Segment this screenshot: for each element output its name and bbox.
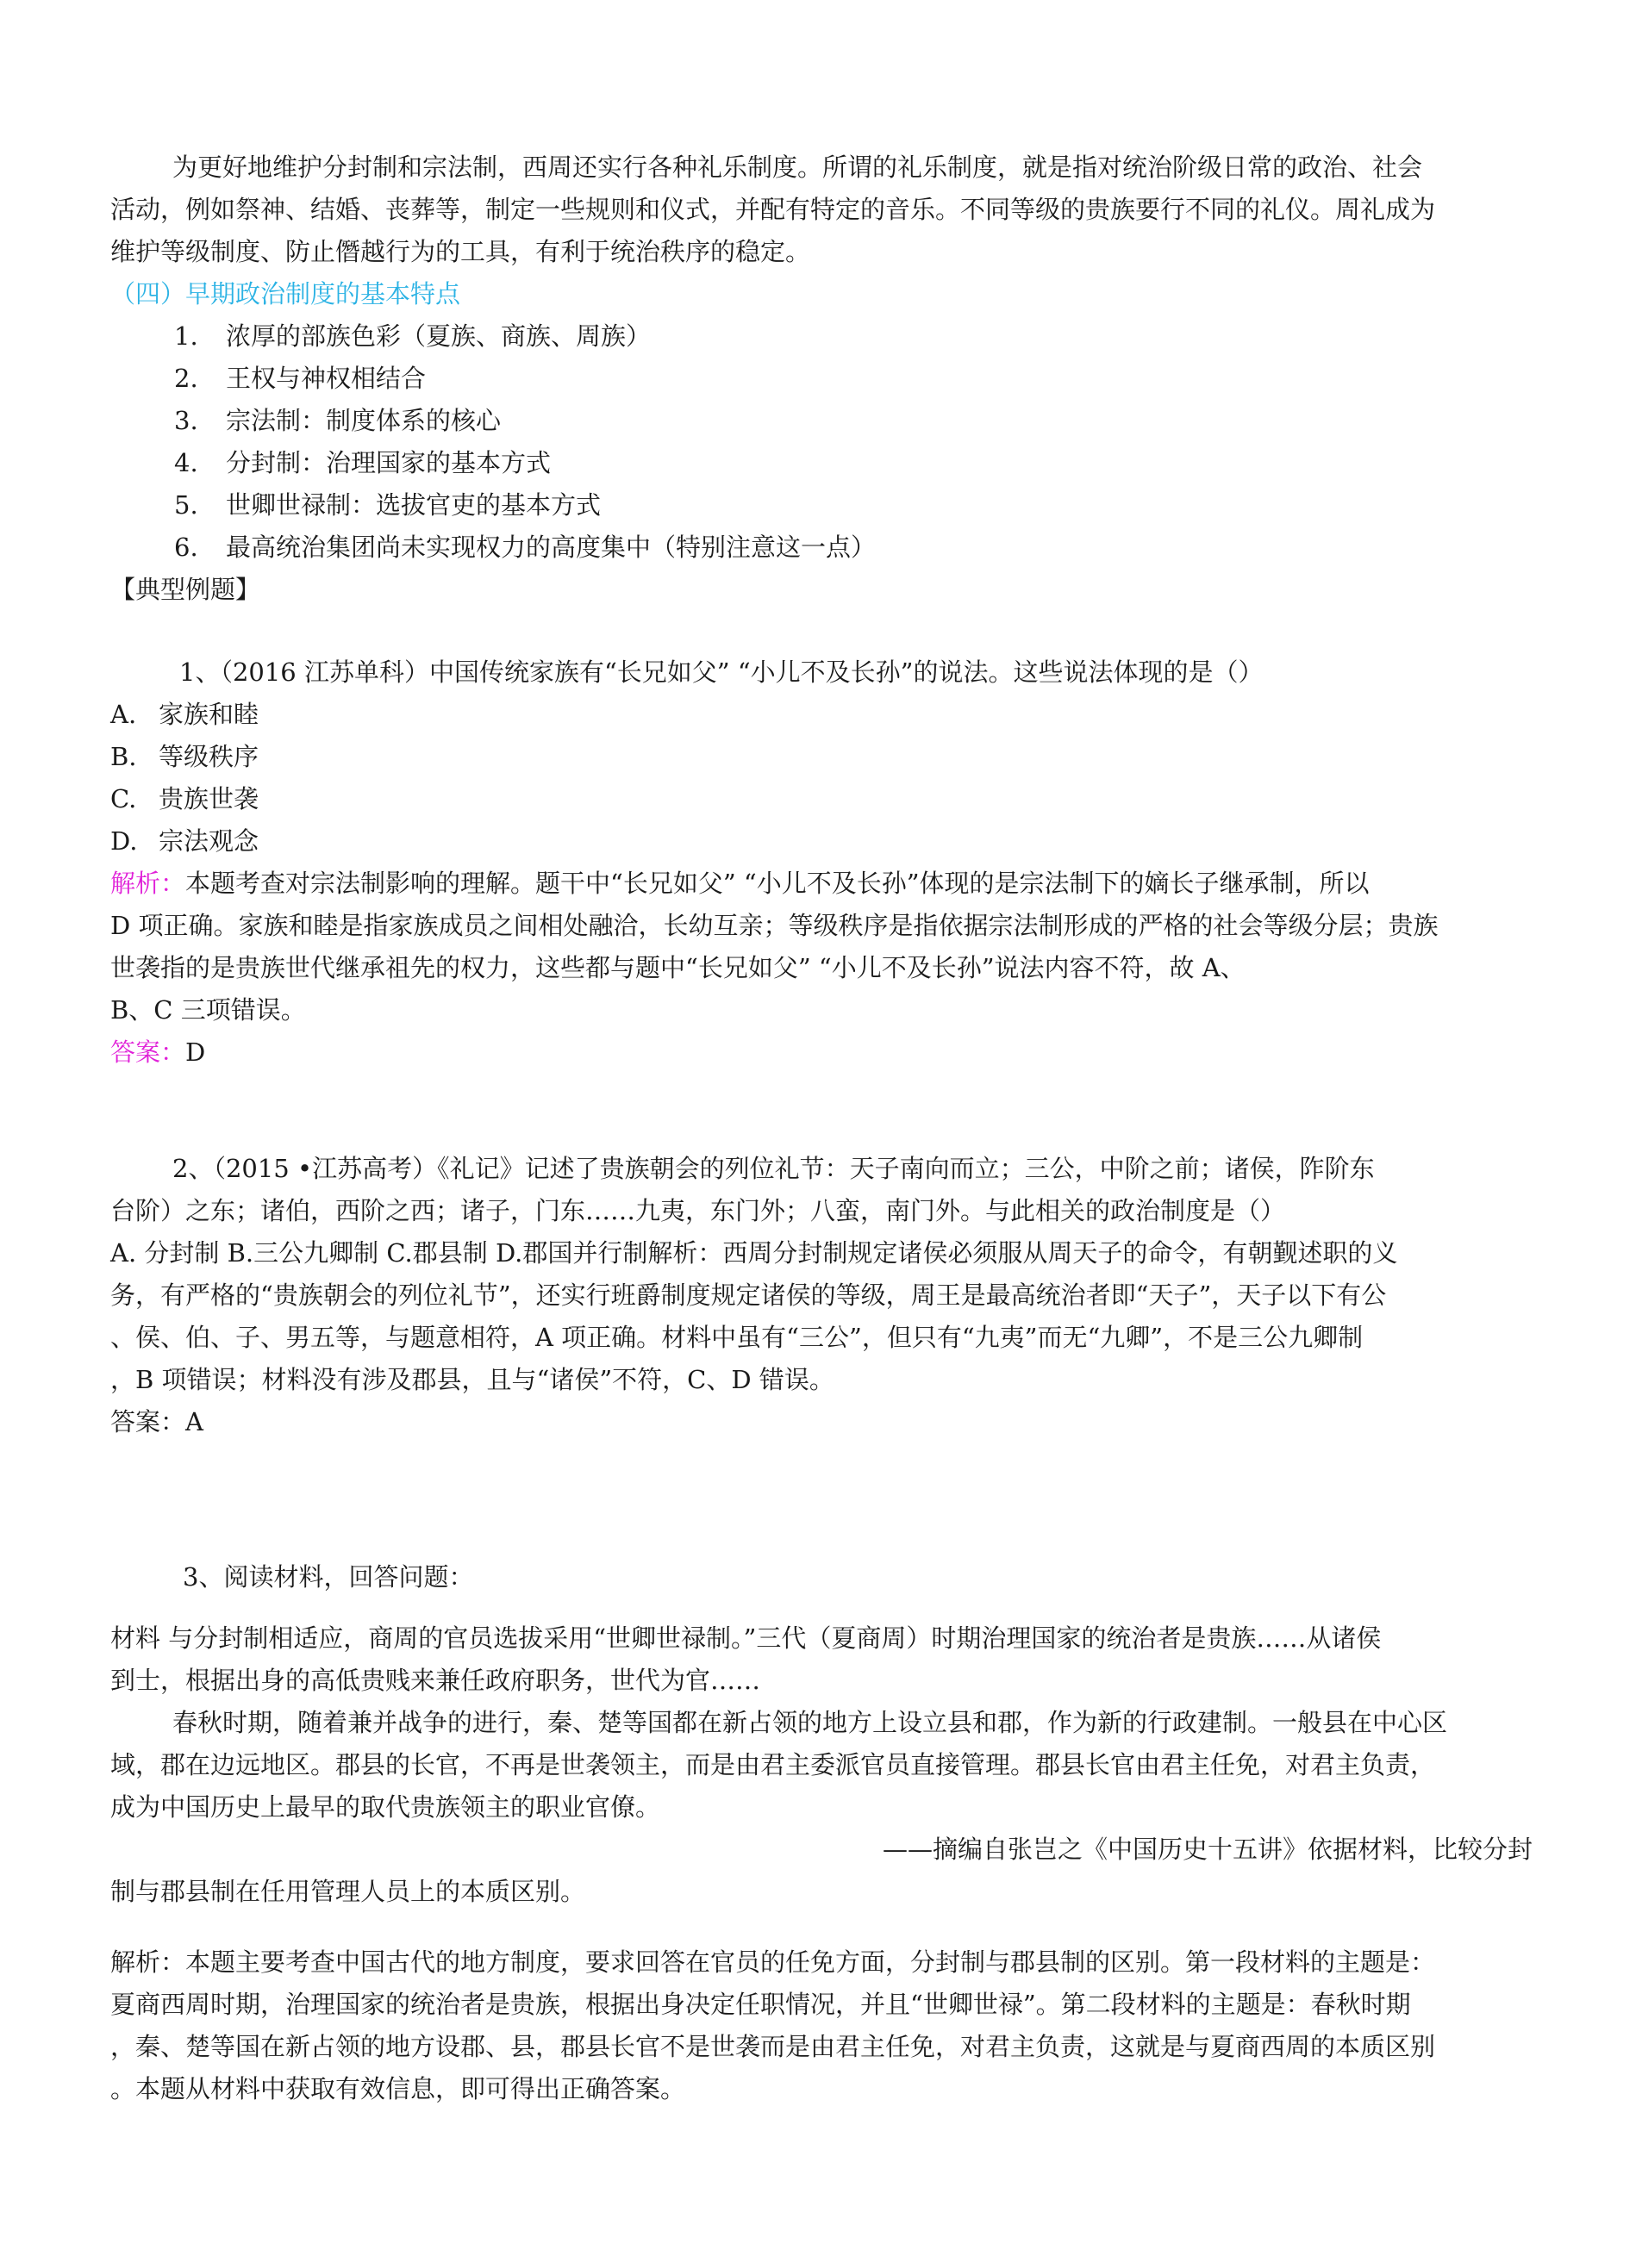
option-d — [110, 820, 1533, 863]
list-item — [110, 442, 1533, 484]
list-number: 6. — [174, 533, 198, 562]
list-item — [110, 400, 1533, 442]
option-letter: C. — [110, 784, 137, 813]
list-number: 3. — [174, 406, 198, 435]
list-text: 最高统治集团尚未实现权力的高度集中（特别注意这一点） — [226, 533, 877, 562]
option-text: 家族和睦 — [159, 700, 259, 729]
answer-label: 答案： — [110, 1037, 186, 1067]
option-letter: B. — [110, 742, 137, 771]
question-tail: 制与郡县制在任用管理人员上的本质区别。 — [110, 1877, 586, 1906]
question-line: 、侯、伯、子、男五等，与题意相符，A 项正确。材料中虽有“三公”，但只有“九夷”而无“九卿”，不是三公九卿制 — [110, 1323, 1364, 1352]
question-line: ，B 项错误；材料没有涉及郡县，且与“诸侯”不符，C、D 错误。 — [110, 1365, 834, 1394]
analysis-line — [110, 863, 1533, 905]
paragraph-line: 维护等级制度、防止僭越行为的工具，有利于统治秩序的稳定。 — [110, 237, 811, 266]
question-1 — [110, 651, 1533, 1074]
list-item — [110, 526, 1533, 569]
list-text: 浓厚的部族色彩（夏族、商族、周族） — [226, 321, 652, 351]
question-line: 2、（2015 •江苏高考）《礼记》记述了贵族朝会的列位礼节：天子南向而立；三公，中阶之前；诸侯，阼阶东 — [172, 1154, 1375, 1183]
list-number: 2. — [174, 364, 198, 393]
option-text: 等级秩序 — [159, 742, 259, 771]
list-item — [110, 315, 1533, 358]
material-line: 春秋时期，随着兼并战争的进行，秦、楚等国都在新占领的地方上设立县和郡，作为新的行政建制。一般县在中心区 — [172, 1708, 1448, 1737]
question-3-analysis — [110, 1941, 1533, 2110]
question-3 — [110, 1556, 1533, 1598]
paragraph-line: 为更好地维护分封制和宗法制，西周还实行各种礼乐制度。所谓的礼乐制度，就是指对统治阶级日常的政治、社会 — [172, 153, 1423, 182]
question-line: A. 分封制 B.三公九卿制 C.郡县制 D.郡国并行制解析：西周分封制规定诸侯必须服从周天子的命令，有朝觐述职的义 — [110, 1238, 1398, 1268]
option-letter: D. — [110, 826, 138, 856]
question-stem: 1、（2016 江苏单科）中国传统家族有“长兄如父” “小儿不及长孙”的说法。这些说法体现的是（） — [179, 657, 1264, 687]
features-list — [110, 315, 1533, 569]
question-line: 务，有严格的“贵族朝会的列位礼节”，还实行班爵制度规定诸侯的等级，周王是最高统治者即“天子”，天子以下有公 — [110, 1280, 1387, 1310]
list-text: 分封制：治理国家的基本方式 — [226, 448, 552, 477]
analysis-line: 世袭指的是贵族世代继承祖先的权力，这些都与题中“长兄如父” “小儿不及长孙”说法内容不符，故 A、 — [110, 953, 1246, 982]
analysis-label: 解析： — [110, 869, 186, 898]
list-text: 世卿世禄制：选拔官吏的基本方式 — [226, 490, 602, 520]
question-line: 台阶）之东；诸伯，西阶之西；诸子，门东……九夷，东门外；八蛮，南门外。与此相关的政治制度是（） — [110, 1196, 1286, 1225]
analysis-line: 。本题从材料中获取有效信息，即可得出正确答案。 — [110, 2074, 686, 2103]
material-line: 域，郡在边远地区。郡县的长官，不再是世袭领主，而是由君主委派官员直接管理。郡县长官由君主任免，对君主负责， — [110, 1750, 1436, 1779]
examples-heading-block — [110, 569, 1533, 611]
question-stem: 3、阅读材料，回答问题： — [183, 1562, 474, 1592]
list-number: 5. — [174, 490, 198, 520]
rites-paragraph — [110, 146, 1533, 273]
analysis-line: ，秦、楚等国在新占领的地方设郡、县，郡县长官不是世袭而是由君主任免，对君主负责，这就是与夏商西周的本质区别 — [110, 2032, 1436, 2061]
material-line: 材料 与分封制相适应，商周的官员选拔采用“世卿世禄制。”三代（夏商周）时期治理国家的统治者是贵族……从诸侯 — [110, 1623, 1382, 1653]
material-line: 到士，根据出身的高低贵贱来兼任政府职务，世代为官…… — [110, 1666, 761, 1695]
section-heading: （四）早期政治制度的基本特点 — [110, 279, 461, 308]
answer-value: D — [185, 1037, 206, 1067]
analysis-line: 解析：本题主要考查中国古代的地方制度，要求回答在官员的任免方面，分封制与郡县制的区别。第一段材料的主题是： — [110, 1947, 1436, 1977]
option-a — [110, 694, 1533, 736]
answer-line: 答案：A — [110, 1407, 203, 1436]
option-text: 宗法观念 — [159, 826, 259, 856]
list-number: 1. — [174, 321, 198, 351]
list-text: 宗法制：制度体系的核心 — [226, 406, 502, 435]
list-item — [110, 358, 1533, 400]
paragraph-line: 活动，例如祭神、结婚、丧葬等，制定一些规则和仪式，并配有特定的音乐。不同等级的贵族要行不同的礼仪。周礼成为 — [110, 195, 1436, 224]
list-text: 王权与神权相结合 — [226, 364, 427, 393]
examples-heading: 【典型例题】 — [110, 575, 261, 604]
section-heading-four — [110, 273, 1533, 315]
option-c — [110, 778, 1533, 820]
answer-line — [110, 1031, 1533, 1074]
analysis-text: 本题考查对宗法制影响的理解。题干中“长兄如父” “小儿不及长孙”体现的是宗法制下的嫡长子继承制，所以 — [185, 869, 1370, 898]
option-text: 贵族世袭 — [159, 784, 259, 813]
option-b — [110, 736, 1533, 778]
source-line: ——摘编自张岂之《中国历史十五讲》依据材料，比较分封 — [882, 1835, 1533, 1864]
option-letter: A. — [110, 700, 137, 729]
list-number: 4. — [174, 448, 198, 477]
list-item — [110, 484, 1533, 526]
analysis-line: 夏商西周时期，治理国家的统治者是贵族，根据出身决定任职情况，并且“世卿世禄”。第二段材料的主题是：春秋时期 — [110, 1990, 1411, 2019]
material-line: 成为中国历史上最早的取代贵族领主的职业官僚。 — [110, 1792, 661, 1822]
analysis-line: B、C 三项错误。 — [110, 995, 306, 1025]
analysis-line: D 项正确。家族和睦是指家族成员之间相处融洽，长幼互亲；等级秩序是指依据宗法制形成的严格的社会等级分层；贵族 — [110, 911, 1439, 940]
question-2 — [110, 1148, 1533, 1443]
question-3-material — [110, 1617, 1533, 1913]
